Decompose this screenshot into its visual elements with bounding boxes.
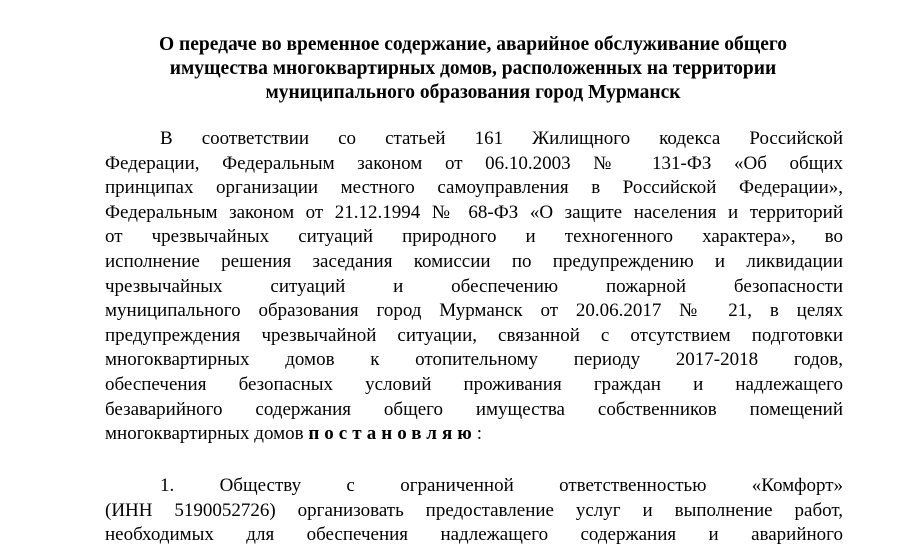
item-1-paragraph (105, 474, 843, 548)
paragraph-line: от чрезвычайных ситуаций природного и техногенного характера», во (105, 226, 843, 248)
resolve-word: постановляю (308, 423, 477, 445)
paragraph-last-line (105, 422, 843, 447)
paragraph-line: 1. Обществу с ограниченной ответственностью «Комфорт» (160, 475, 843, 496)
paragraph-line: (ИНН 5190052726) организовать предоставление услуг и выполнение работ, (105, 499, 843, 521)
paragraph-line: исполнение решения заседания комиссии по предупреждению и ликвидации (105, 250, 843, 272)
title-line: О передаче во временное содержание, аварийное обслуживание общего (158, 34, 788, 55)
paragraph-line: необходимых для обеспечения надлежащего содержания и аварийного (105, 524, 843, 546)
paragraph-line: безаварийного содержания общего имущества собственников помещений (105, 398, 843, 420)
paragraph-line: принципах организации местного самоуправления в Российской Федерации», (105, 177, 843, 199)
paragraph-line: многоквартирных домов к отопительному периоду 2017-2018 годов, (105, 349, 843, 371)
paragraph-line: чрезвычайных ситуаций и обеспечению пожарной безопасности (105, 275, 843, 297)
paragraph-line: обеспечения безопасных условий проживания граждан и надлежащего (105, 373, 843, 395)
paragraph-line: муниципального образования город Мурманск от 20.06.2017 № 21, в целях (105, 300, 843, 322)
preamble-paragraph (105, 127, 843, 447)
paragraph-line: Федерации, Федеральным законом от 06.10.2003 № 131-ФЗ «Об общих (105, 152, 843, 174)
paragraph-line: Федеральным законом от 21.12.1994 № 68-ФЗ «О защите населения и территорий (105, 201, 843, 223)
paragraph-line: предупреждения чрезвычайной ситуации, связанной с отсутствием подготовки (105, 324, 843, 346)
title-line: имущества многоквартирных домов, расположенных на территории (169, 58, 777, 79)
document-title (105, 33, 841, 105)
paragraph-line: В соответствии со статьей 161 Жилищного кодекса Российской (160, 128, 843, 149)
last-line-text: многоквартирных домов (105, 423, 309, 445)
resolve-colon: : (476, 423, 483, 445)
title-line: муниципального образования город Мурманск (265, 82, 681, 103)
